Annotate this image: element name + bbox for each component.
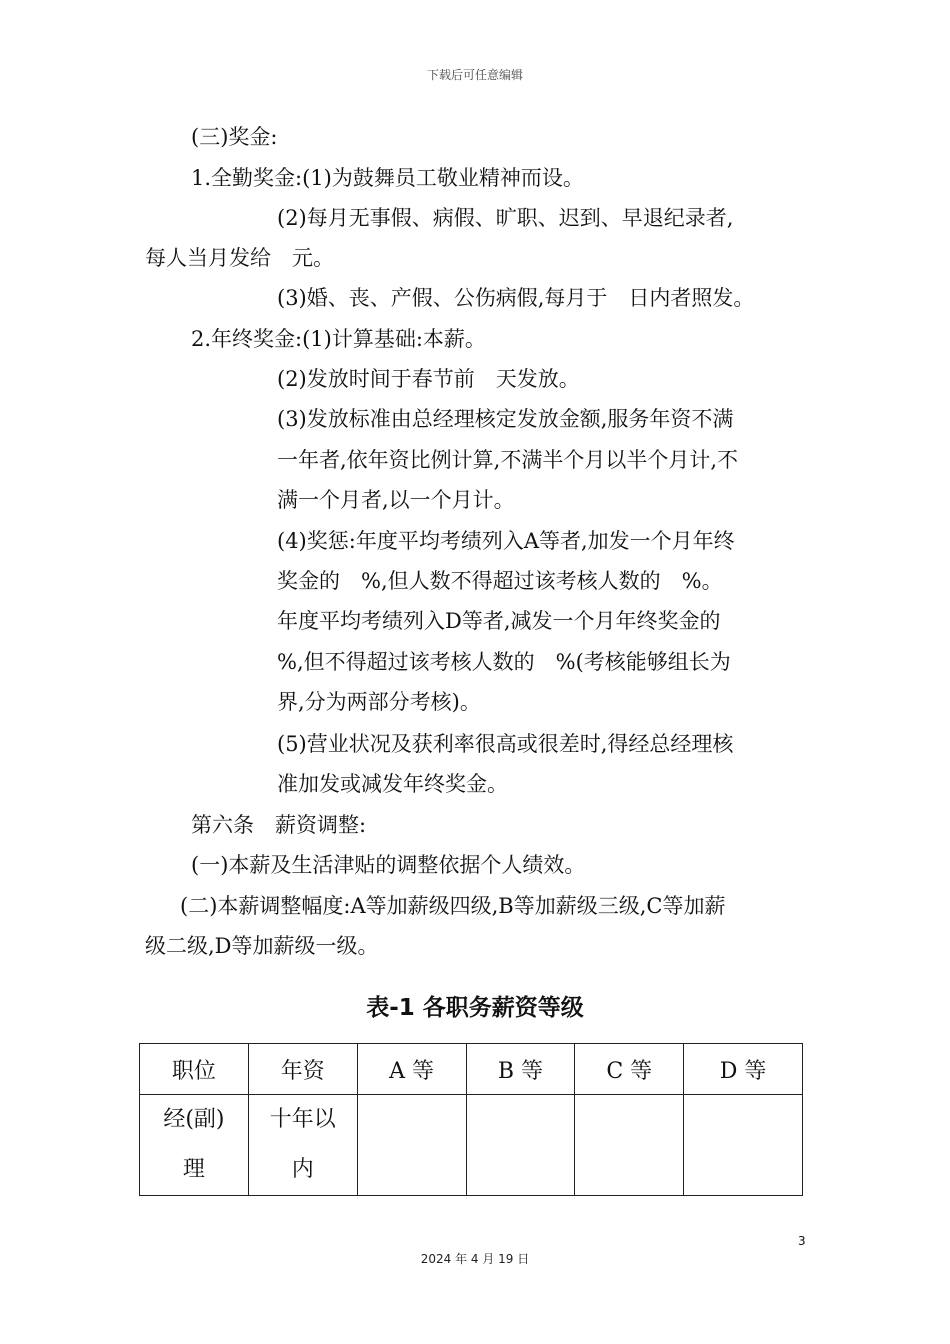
text-line: (3)婚、丧、产假、公伤病假,每月于 日内者照发。 — [277, 286, 755, 310]
text-line: 年度平均考绩列入D等者,减发一个月年终奖金的 — [277, 609, 721, 633]
text-line: (4)奖惩:年度平均考绩列入A等者,加发一个月年终 — [277, 529, 735, 553]
text-line: (2)每月无事假、病假、旷职、迟到、早退纪录者, — [277, 206, 734, 230]
table-cell — [466, 1095, 575, 1196]
header-cell: C 等 — [575, 1044, 684, 1095]
header-cell: 年资 — [248, 1044, 357, 1095]
text-line: 准加发或减发年终奖金。 — [277, 772, 508, 796]
text-line: (二)本薪调整幅度:A等加薪级四级,B等加薪级三级,C等加薪 — [180, 894, 726, 918]
text-line: 每人当月发给 元。 — [145, 246, 334, 270]
text-line: 一年者,依年资比例计算,不满半个月以半个月计,不 — [277, 448, 739, 472]
page-number: 3 — [798, 1234, 806, 1248]
table-row — [140, 1095, 803, 1196]
text-line: 界,分为两部分考核)。 — [277, 690, 481, 714]
text-line: (2)发放时间于春节前 天发放。 — [277, 367, 580, 391]
text-line: 奖金的 %,但人数不得超过该考核人数的 %。 — [277, 569, 723, 593]
table-cell — [357, 1095, 466, 1196]
header-cell: B 等 — [466, 1044, 575, 1095]
table-header-row — [140, 1044, 803, 1095]
text-line: (5)营业状况及获利率很高或很差时,得经总经理核 — [277, 732, 734, 756]
text-line: 1.全勤奖金:(1)为鼓舞员工敬业精神而设。 — [191, 166, 584, 190]
page-header: 下载后可任意编辑 — [426, 68, 523, 82]
footer-date: 2024 年 4 月 19 日 — [420, 1252, 530, 1266]
salary-grade-table — [139, 1043, 803, 1196]
table-cell: 十年以 内 — [248, 1095, 357, 1196]
text-line: (一)本薪及生活津贴的调整依据个人绩效。 — [191, 853, 586, 877]
text-line: (3)发放标准由总经理核定发放金额,服务年资不满 — [277, 407, 734, 431]
header-cell: 职位 — [140, 1044, 249, 1095]
table-cell — [684, 1095, 803, 1196]
header-cell: A 等 — [357, 1044, 466, 1095]
text-line: (三)奖金: — [191, 125, 278, 149]
table-title: 表-1 各职务薪资等级 — [366, 995, 584, 1021]
text-line: 2.年终奖金:(1)计算基础:本薪。 — [191, 327, 486, 351]
table-cell: 经(副) 理 — [140, 1095, 249, 1196]
text-line: 满一个月者,以一个月计。 — [277, 488, 515, 512]
header-cell: D 等 — [684, 1044, 803, 1095]
text-line: 第六条 薪资调整: — [191, 813, 367, 837]
text-line: %,但不得超过该考核人数的 %(考核能够组长为 — [277, 650, 731, 674]
text-line: 级二级,D等加薪级一级。 — [145, 934, 379, 958]
table-cell — [575, 1095, 684, 1196]
